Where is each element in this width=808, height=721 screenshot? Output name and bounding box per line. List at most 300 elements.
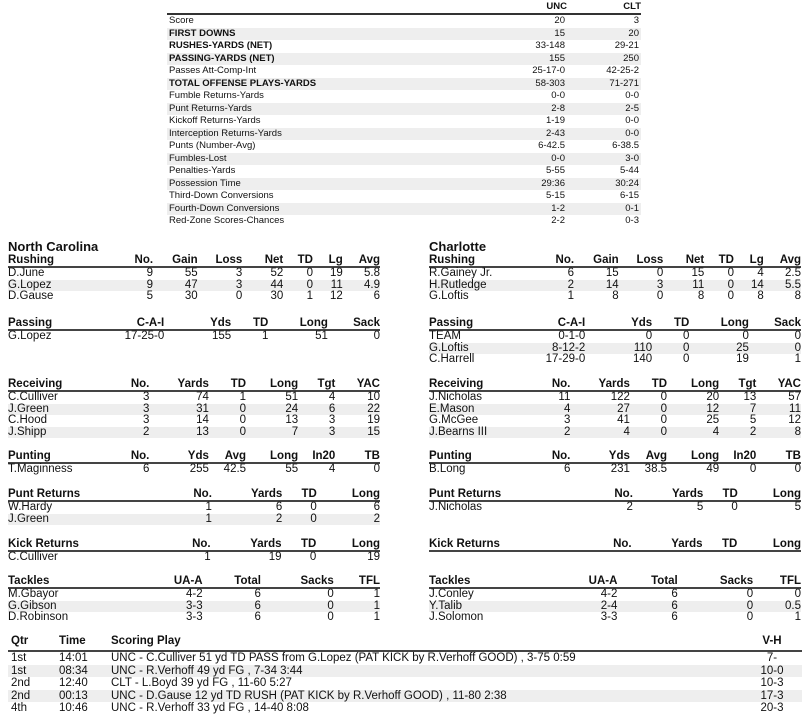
stat-value: 6 (671, 599, 678, 612)
unc-punt-returns-row (8, 501, 380, 514)
scoring-vh: 7- (766, 652, 778, 664)
clt-kick-returns-table (429, 537, 801, 552)
player-name: G.Loftis (429, 290, 469, 302)
clt-tackles-row (429, 588, 801, 601)
stat-value: 0 (327, 611, 334, 623)
summary-header-unc: UNC (505, 0, 567, 14)
stat-value: 1 (306, 290, 313, 302)
unc-rushing-header-col: TD (283, 253, 313, 267)
stat-value: 25 (736, 341, 749, 354)
unc-tackles-header-col: Total (203, 574, 261, 588)
stat-value: 0 (682, 330, 690, 342)
clt-rushing-row (429, 267, 801, 280)
scoring-qtr: 4th (11, 702, 27, 715)
unc-passing-header-col: Long (268, 316, 328, 330)
clt-tackles-header-col: TFL (753, 574, 801, 588)
scoring-row (8, 665, 802, 678)
player-name: J.Shipp (8, 425, 47, 438)
stat-value: 3 (563, 414, 571, 426)
summary-clt-value: 250 (623, 52, 639, 64)
scoring-time: 00:13 (59, 689, 88, 702)
summary-unc-value: 58-303 (535, 77, 565, 89)
summary-clt-value: 29-21 (614, 40, 639, 51)
clt-rushing-header-col: Gain (574, 253, 619, 267)
stat-value: 24 (285, 402, 299, 415)
summary-label: FIRST DOWNS (169, 27, 236, 39)
stat-value: 11 (789, 402, 801, 415)
unc-punt-returns-header-row (8, 487, 380, 501)
stat-value: 9 (146, 278, 154, 291)
clt-rushing-table (429, 253, 801, 303)
clt-punt-returns-header-row (429, 487, 801, 501)
unc-tackles-row (8, 588, 380, 601)
stat-value: 11 (558, 391, 571, 403)
stat-value: 15 (605, 267, 619, 279)
clt-kick-returns-header-row (429, 537, 801, 551)
unc-passing-header-row (8, 316, 380, 330)
stat-value: 6 (254, 588, 261, 600)
stat-value: 3 (142, 391, 150, 403)
summary-label: Possession Time (169, 177, 241, 189)
scoring-qtr: 1st (11, 652, 27, 664)
player-name: M.Gbayor (8, 588, 59, 600)
clt-receiving-row (429, 415, 801, 427)
summary-label: Red-Zone Scores-Chances (169, 215, 285, 226)
unc-rushing-header-col: Avg (343, 253, 380, 267)
summary-row (167, 78, 641, 91)
stat-value: 8-12-2 (551, 341, 586, 354)
player-name: G.Lopez (8, 278, 52, 291)
stat-value: 6 (563, 463, 571, 475)
unc-tackles-table (8, 574, 380, 624)
player-name: D.Gause (8, 290, 54, 302)
stat-value: 6 (671, 611, 678, 623)
player-name: Y.Talib (429, 599, 463, 612)
unc-punt-returns-header-col: TD (282, 487, 316, 501)
stat-value: 55 (184, 267, 198, 279)
stat-value: 14 (605, 278, 619, 291)
unc-receiving-header-col: TD (209, 377, 246, 391)
stat-value: 4 (328, 391, 336, 403)
stat-value: 8 (794, 290, 801, 302)
scoring-time: 08:34 (59, 664, 88, 677)
unc-kick-returns-header-col: Yards (211, 537, 282, 551)
team-title-clt: Charlotte (429, 239, 487, 254)
stat-value: 7 (749, 402, 757, 415)
stat-value: 74 (196, 391, 209, 403)
scoring-body (8, 651, 802, 715)
stat-value: 13 (196, 425, 209, 438)
summary-label: Third-Down Conversions (169, 190, 274, 201)
unc-receiving-header-col: No. (105, 377, 150, 391)
stat-value: 1 (794, 353, 801, 365)
unc-punting-header-col: Long (246, 449, 298, 463)
stat-value: 10 (367, 391, 380, 403)
scoring-time: 12:40 (59, 677, 88, 690)
unc-rushing-row (8, 291, 380, 303)
summary-unc-value: 0-0 (551, 152, 565, 164)
clt-tackles-table (429, 574, 801, 624)
stat-value: 3 (142, 402, 150, 415)
stat-value: 1 (204, 551, 211, 563)
summary-body (167, 14, 641, 228)
stat-value: 255 (189, 463, 209, 475)
unc-punting-header-col: TB (335, 449, 380, 463)
team-title-unc: North Carolina (8, 239, 99, 254)
clt-passing-header-col: Long (689, 316, 749, 330)
clt-passing-header-col: C-A-I (526, 316, 586, 330)
scoring-time: 10:46 (59, 702, 88, 715)
unc-receiving-row (8, 404, 380, 416)
clt-punt-returns-header-col: Yards (633, 487, 703, 501)
scoring-qtr: 2nd (11, 677, 31, 690)
stat-value: 7 (291, 425, 299, 438)
clt-receiving-header-title: Receiving (429, 377, 526, 391)
player-name: D.June (8, 267, 45, 279)
unc-punt-returns-header-col: Yards (212, 487, 282, 501)
player-name: J.Solomon (429, 611, 484, 623)
stat-value: 1 (373, 611, 380, 623)
stat-value: 5.5 (785, 278, 801, 291)
stat-value: 30 (270, 290, 284, 302)
stat-value: 0 (656, 267, 664, 279)
scoring-header-row (8, 634, 802, 651)
unc-passing-header-title: Passing (8, 316, 105, 330)
summary-clt-value: 3 (633, 15, 639, 26)
clt-tackles-row (429, 612, 801, 624)
stat-value: 12 (706, 402, 720, 415)
summary-clt-value: 0-0 (625, 90, 639, 101)
player-name: G.McGee (429, 414, 479, 426)
scoring-row (8, 690, 802, 703)
stat-value: 3-3 (185, 611, 203, 623)
unc-passing-header-col: TD (231, 316, 268, 330)
stat-value: 17-25-0 (124, 330, 165, 342)
stat-value: 49 (706, 463, 720, 475)
scoring-row (8, 702, 802, 715)
player-name: C.Culliver (8, 551, 58, 563)
summary-row (167, 190, 641, 203)
unc-passing-header-col: C-A-I (105, 316, 165, 330)
clt-receiving-header-row (429, 377, 801, 391)
summary-unc-value: 5-15 (545, 190, 565, 201)
stat-value: 4 (328, 463, 336, 475)
stat-value: 140 (633, 353, 653, 365)
unc-punt-returns-header-col: No. (170, 487, 212, 501)
summary-clt-value: 0-0 (625, 127, 639, 139)
summary-label: Interception Returns-Yards (169, 127, 282, 139)
stat-value: 4-2 (600, 588, 618, 600)
unc-punting-header-col: Avg (209, 449, 246, 463)
stat-value: 15 (367, 425, 380, 438)
stat-value: 6 (142, 463, 150, 475)
stat-value: 30 (184, 290, 198, 302)
summary-label: Score (169, 15, 194, 26)
clt-tackles-header-col: Sacks (678, 574, 753, 588)
player-name: G.Lopez (8, 330, 52, 342)
clt-passing-table (429, 316, 801, 366)
player-name: C.Hood (8, 414, 47, 426)
clt-tackles-header-col: UA-A (552, 574, 617, 588)
stat-value: 3 (142, 414, 150, 426)
scoring-play: UNC - C.Culliver 51 yd TD PASS from G.Lopez (PAT KICK by R.Verhoff GOOD) , 3-75 0:59 (111, 652, 576, 664)
clt-passing-header-col: TD (652, 316, 689, 330)
unc-punting-header-col: No. (105, 449, 150, 463)
clt-punting-header-col: No. (526, 449, 571, 463)
stat-value: 4 (623, 425, 630, 438)
clt-rushing-row (429, 291, 801, 303)
stat-value: 41 (617, 414, 630, 426)
summary-clt-value: 30:24 (615, 177, 639, 189)
stat-value: 0 (746, 588, 754, 600)
unc-punting-header-title: Punting (8, 449, 105, 463)
summary-clt-value: 0-1 (625, 202, 639, 214)
stat-value: 0 (306, 267, 313, 279)
summary-label: PASSING-YARDS (NET) (169, 52, 275, 64)
summary-row (167, 28, 641, 41)
unc-tackles-row (8, 612, 380, 624)
stat-value: 51 (315, 330, 328, 342)
player-name: R.Gainey Jr. (429, 267, 493, 279)
unc-punt-returns-header-title: Punt Returns (8, 487, 170, 501)
clt-tackles-header-row (429, 574, 801, 588)
clt-rushing-header-col: No. (541, 253, 574, 267)
stat-value: 0 (682, 341, 690, 354)
unc-punting-header-col: In20 (298, 449, 335, 463)
stat-value: 1 (205, 512, 212, 525)
clt-kick-returns-header-col: Yards (632, 537, 703, 551)
player-name: J.Green (8, 512, 49, 525)
summary-clt-value: 0-0 (625, 115, 639, 126)
stat-value: 0 (660, 425, 668, 438)
player-name: J.Conley (429, 588, 474, 600)
stat-value: 6 (373, 501, 380, 513)
stat-value: 0 (327, 588, 334, 600)
stat-value: 5 (696, 501, 704, 513)
stat-value: 0 (239, 414, 247, 426)
unc-receiving-header-col: Tgt (298, 377, 335, 391)
scoring-qtr: 1st (11, 664, 27, 677)
summary-label: Fumbles-Lost (169, 152, 227, 164)
stat-value: 0 (309, 551, 317, 563)
stat-value: 1 (794, 611, 801, 623)
stat-value: 0 (794, 330, 801, 342)
scoring-row (8, 651, 802, 665)
clt-punt-returns-header-col: Long (738, 487, 801, 501)
stat-value: 8 (757, 290, 764, 302)
stat-value: 8 (697, 290, 705, 302)
stat-value: 19 (268, 551, 282, 563)
stat-value: 0 (746, 599, 754, 612)
stat-value: 2 (563, 425, 571, 438)
unc-tackles-header-col: Sacks (261, 574, 334, 588)
clt-kick-returns-header-col: Long (737, 537, 801, 551)
summary-label: RUSHES-YARDS (NET) (169, 40, 273, 51)
unc-kick-returns-header-row (8, 537, 380, 551)
clt-receiving-row (429, 404, 801, 416)
stat-value: 3 (235, 267, 243, 279)
stat-value: 25 (706, 414, 720, 426)
unc-tackles-header-col: UA-A (140, 574, 203, 588)
clt-punting-row (429, 463, 801, 476)
unc-tackles-header-row (8, 574, 380, 588)
summary-clt-value: 3-0 (625, 152, 639, 164)
unc-receiving-header-title: Receiving (8, 377, 105, 391)
summary-unc-value: 2-2 (551, 215, 565, 226)
clt-kick-returns-header-col: TD (703, 537, 738, 551)
stat-value: 6 (671, 588, 678, 600)
clt-punting-header-col: Long (667, 449, 719, 463)
stat-value: 27 (617, 402, 630, 415)
clt-punting-header-col: Yds (570, 449, 630, 463)
player-name: D.Robinson (8, 611, 69, 623)
stat-value: 0 (742, 330, 749, 342)
player-name: C.Culliver (8, 391, 58, 403)
unc-tackles-header-col: TFL (334, 574, 380, 588)
clt-passing-header-col: Sack (749, 316, 801, 330)
summary-clt-value: 6-15 (619, 190, 639, 201)
stat-value: 5 (749, 414, 757, 426)
stat-value: 0 (373, 463, 380, 475)
summary-clt-value: 20 (628, 27, 639, 39)
stat-value: 47 (184, 278, 198, 291)
unc-rushing-table (8, 253, 380, 303)
stat-value: 2-4 (600, 599, 618, 612)
stat-value: 3 (235, 278, 243, 291)
unc-kick-returns-header-col: No. (169, 537, 211, 551)
summary-row (167, 90, 641, 103)
stat-value: 19 (367, 414, 380, 426)
summary-unc-value: 29:36 (541, 177, 565, 189)
clt-rushing-header-col: Lg (734, 253, 764, 267)
unc-rushing-row (8, 267, 380, 280)
unc-rushing-header-col: No. (120, 253, 153, 267)
stat-value: 5.8 (364, 267, 380, 279)
stat-value: 0 (794, 463, 801, 475)
stat-value: 3 (656, 278, 664, 291)
scoring-header-time: Time (59, 634, 111, 651)
unc-kick-returns-header-col: TD (282, 537, 317, 551)
clt-rushing-header-title: Rushing (429, 253, 541, 267)
clt-receiving-header-col: Tgt (719, 377, 756, 391)
scoring-vh: 20-3 (760, 702, 784, 715)
stat-value: 1 (205, 501, 212, 513)
unc-receiving-row (8, 391, 380, 404)
stat-value: 31 (196, 402, 209, 415)
stat-value: 51 (285, 391, 299, 403)
stat-value: 42.5 (223, 463, 247, 475)
unc-receiving-header-col: Long (246, 377, 298, 391)
stat-value: 1 (373, 588, 380, 600)
player-name: G.Gibson (8, 599, 57, 612)
summary-unc-value: 33-148 (535, 40, 565, 51)
summary-clt-value: 42-25-2 (606, 65, 639, 76)
unc-receiving-header-col: Yards (149, 377, 209, 391)
stat-value: 5 (146, 290, 154, 302)
clt-punting-header-col: TB (756, 449, 801, 463)
summary-row (167, 203, 641, 216)
stat-value: 0 (239, 402, 247, 415)
player-name: G.Loftis (429, 341, 469, 354)
summary-unc-value: 15 (554, 27, 565, 39)
summary-row (167, 40, 641, 53)
unc-punt-returns-header-col: Long (317, 487, 380, 501)
stat-value: 122 (610, 391, 630, 403)
unc-passing-header-col: Yds (164, 316, 231, 330)
summary-unc-value: 1-2 (551, 202, 565, 214)
stat-value: 0 (373, 330, 380, 342)
stat-value: 22 (367, 402, 380, 415)
summary-header-row (167, 0, 641, 14)
stat-value: 3-3 (600, 611, 618, 623)
player-name: J.Bearns III (429, 425, 488, 438)
summary-clt-value: 0-3 (625, 215, 639, 226)
scoring-vh: 10-3 (760, 677, 784, 690)
stat-value: 3-3 (185, 599, 203, 612)
stat-value: 0 (727, 290, 734, 302)
summary-row (167, 14, 641, 28)
stat-value: 2.5 (785, 267, 801, 279)
summary-unc-value: 1-19 (545, 115, 565, 126)
player-name: J.Green (8, 402, 49, 415)
unc-receiving-row (8, 427, 380, 439)
clt-passing-header-row (429, 316, 801, 330)
clt-receiving-header-col: No. (526, 377, 571, 391)
unc-rushing-header-col: Loss (198, 253, 243, 267)
clt-receiving-table (429, 377, 801, 438)
clt-punt-returns-header-col: No. (591, 487, 633, 501)
stat-value: 0 (727, 267, 734, 279)
summary-header-clt: CLT (567, 0, 641, 14)
stat-value: 2 (275, 512, 283, 525)
stat-value: 0 (749, 463, 757, 475)
summary-unc-value: 155 (549, 52, 565, 64)
summary-row (167, 115, 641, 128)
unc-punting-row (8, 463, 380, 476)
player-name: T.Maginness (8, 463, 73, 475)
stat-value: 6 (254, 611, 261, 623)
summary-row (167, 103, 641, 116)
stat-value: 0 (327, 599, 334, 612)
stat-value: 55 (285, 463, 299, 475)
stat-value: 4-2 (185, 588, 203, 600)
stat-value: 15 (691, 267, 705, 279)
scoring-play: UNC - R.Verhoff 33 yd FG , 14-40 8:08 (111, 702, 309, 715)
stat-value: 0 (660, 391, 668, 403)
scoring-play: CLT - L.Boyd 39 yd FG , 11-60 5:27 (111, 677, 292, 690)
stat-value: 0.5 (785, 599, 801, 612)
summary-label: Kickoff Returns-Yards (169, 115, 261, 126)
unc-passing-header-col: Sack (328, 316, 380, 330)
unc-punt-returns-table (8, 487, 380, 525)
clt-kick-returns-header-col: No. (590, 537, 632, 551)
summary-clt-value: 5-44 (619, 165, 639, 176)
clt-rushing-header-row (429, 253, 801, 267)
player-name: E.Mason (429, 402, 475, 415)
clt-punting-header-col: In20 (719, 449, 756, 463)
player-name: B.Long (429, 463, 466, 475)
stat-value: 4 (712, 425, 720, 438)
stat-value: 3 (328, 414, 336, 426)
stat-value: 0 (239, 425, 247, 438)
scoring-header-vh: V-H (742, 634, 802, 651)
stat-value: 4 (757, 267, 764, 279)
clt-passing-row (429, 354, 801, 366)
stat-value: 1 (239, 391, 247, 403)
summary-unc-value: 25-17-0 (532, 65, 565, 76)
summary-unc-value: 0-0 (551, 90, 565, 101)
clt-punt-returns-header-col: TD (703, 487, 737, 501)
